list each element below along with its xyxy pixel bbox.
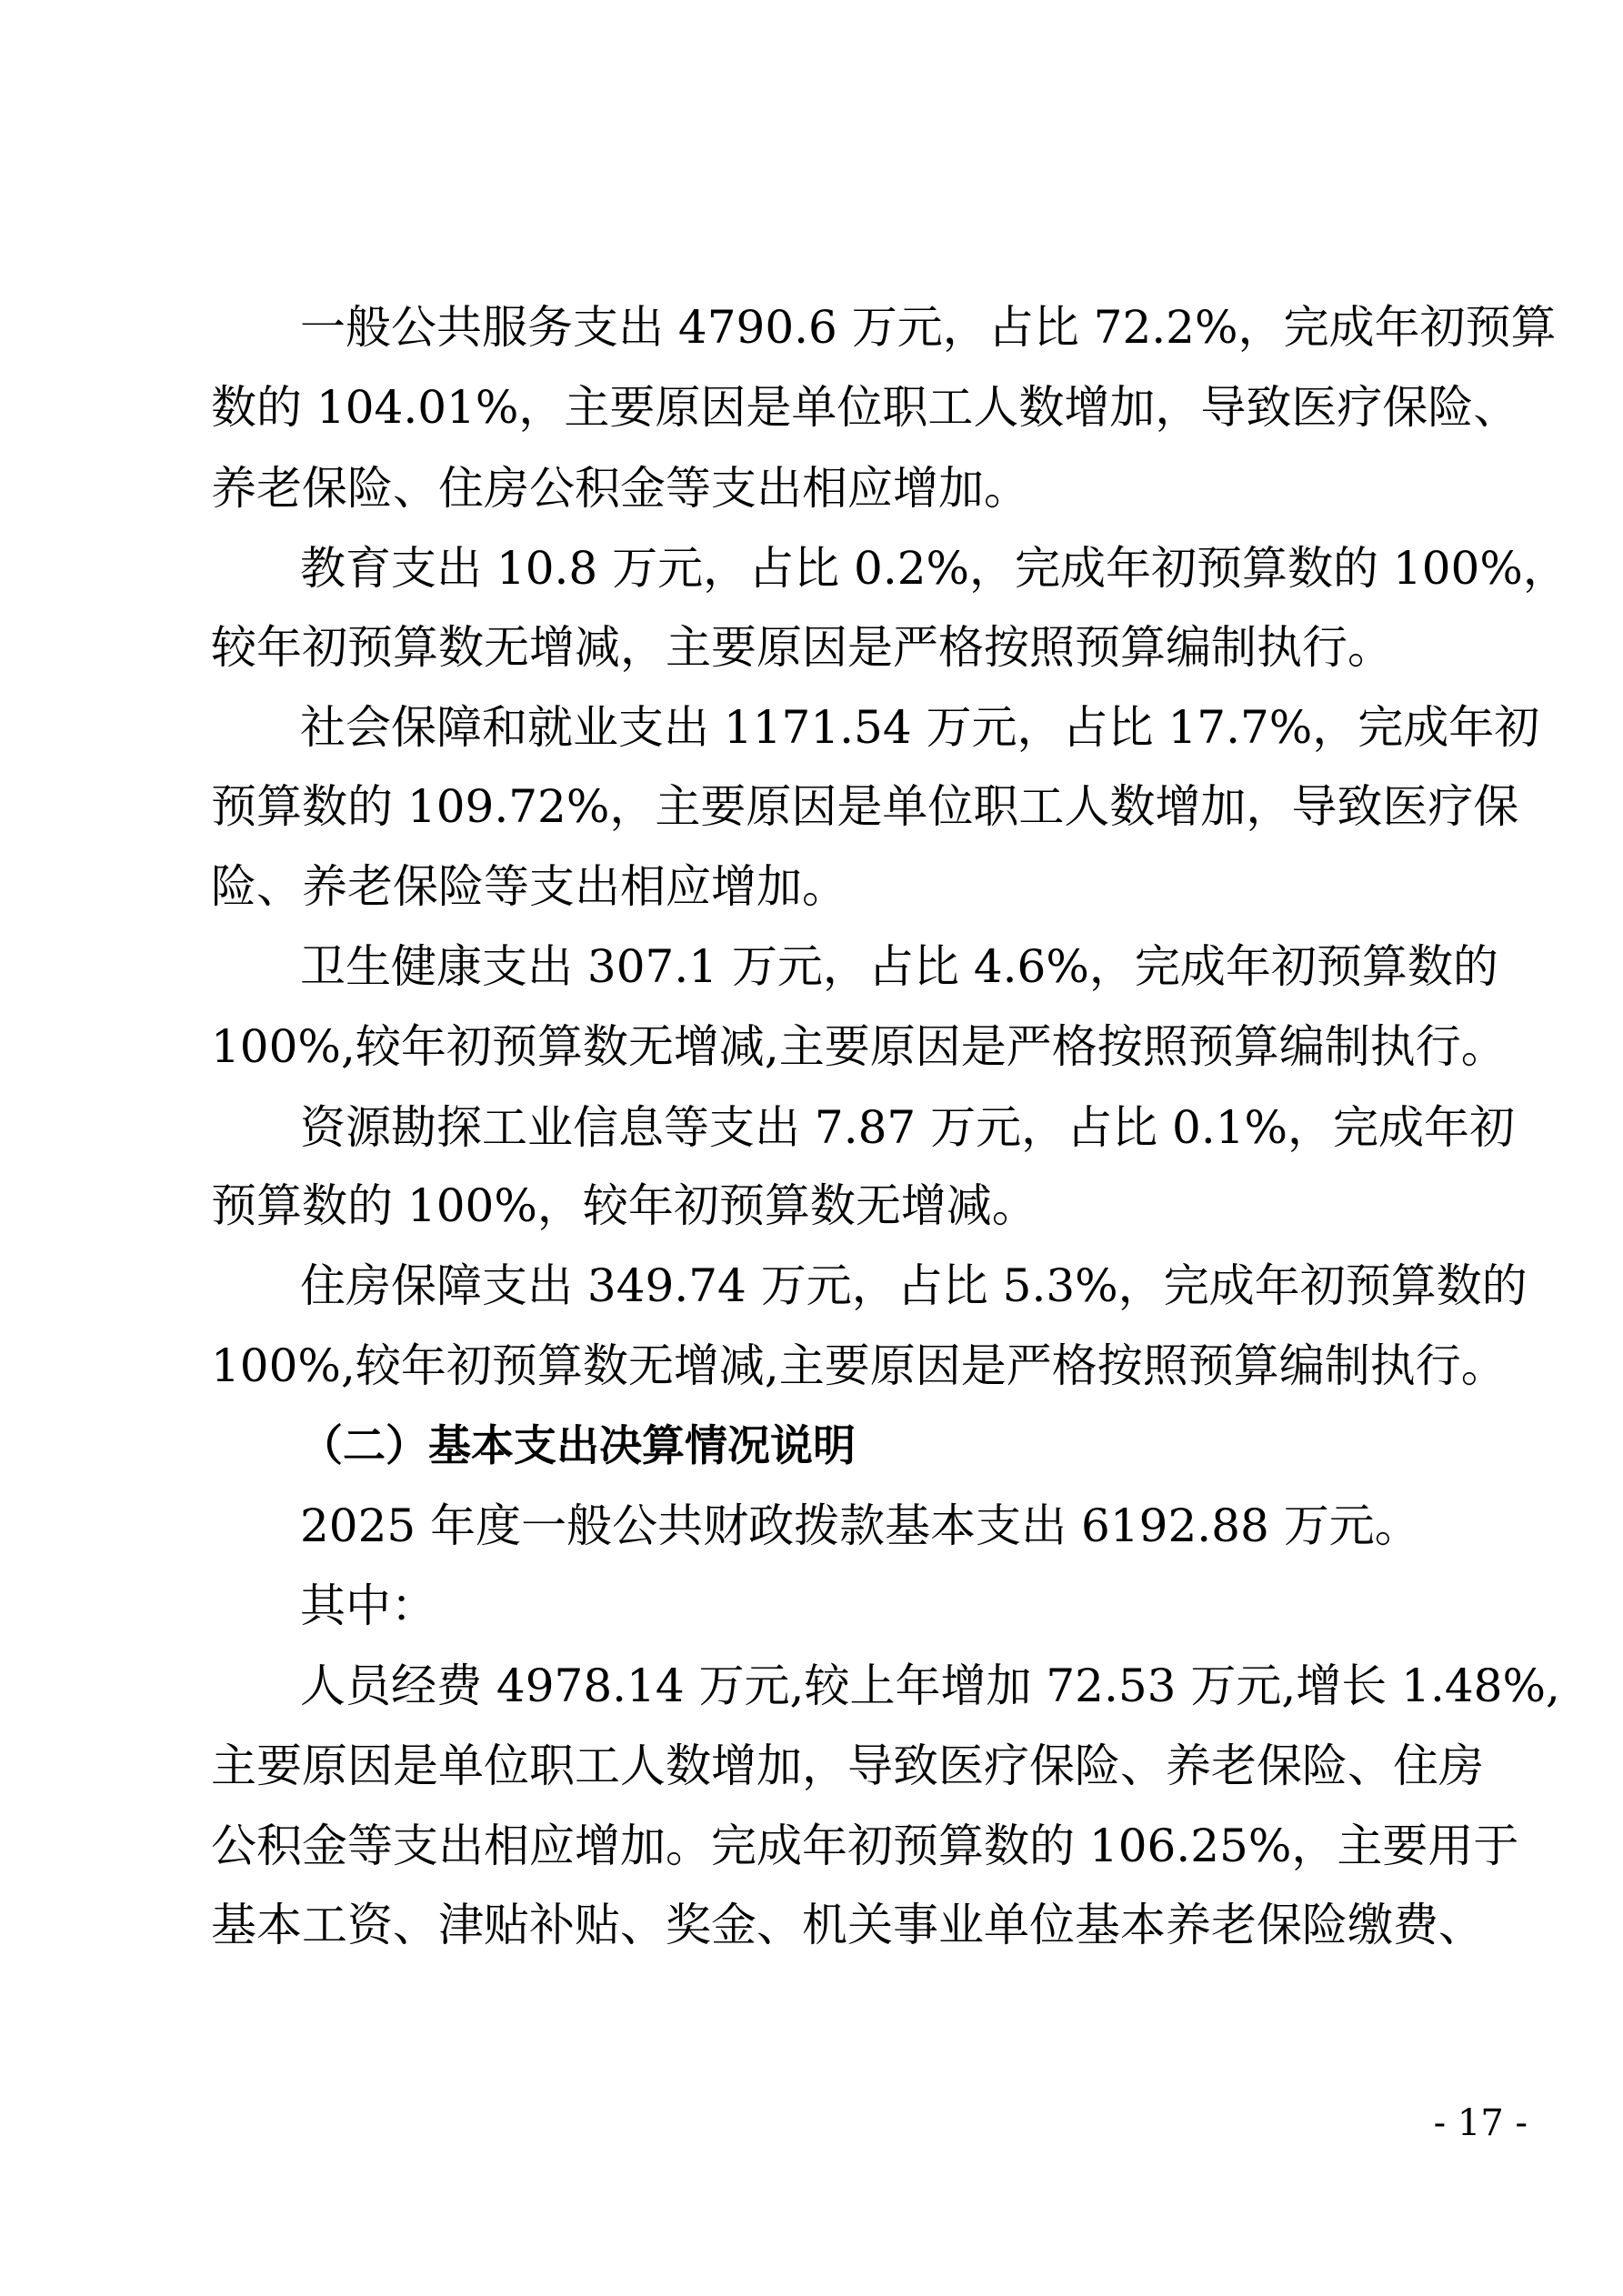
text-line-7: 预算数的 109.72%，主要原因是单位职工人数增加，导致医疗保 [211, 780, 1519, 833]
text-line-17: 其中： [300, 1579, 436, 1632]
section-heading: （二）基本支出决算情况说明 [300, 1421, 856, 1471]
text-line-3: 养老保险、住房公积金等支出相应增加。 [211, 462, 1029, 515]
text-line-8: 险、养老保险等支出相应增加。 [211, 860, 847, 913]
text-line-12: 预算数的 100%，较年初预算数无增减。 [211, 1179, 1037, 1232]
text-line-1: 一般公共服务支出 4790.6 万元，占比 72.2%，完成年初预算 [300, 301, 1557, 354]
text-line-13: 住房保障支出 349.74 万元，占比 5.3%，完成年初预算数的 [300, 1259, 1528, 1312]
text-line-19: 主要原因是单位职工人数增加，导致医疗保险、养老保险、住房 [211, 1740, 1484, 1792]
text-line-4: 教育支出 10.8 万元，占比 0.2%，完成年初预算数的 100%， [300, 542, 1568, 595]
text-line-21: 基本工资、津贴补贴、奖金、机关事业单位基本养老保险缴费、 [211, 1899, 1484, 1951]
page-number: - 17 - [1433, 2102, 1528, 2144]
text-line-6: 社会保障和就业支出 1171.54 万元，占比 17.7%，完成年初 [300, 701, 1540, 754]
text-line-5: 较年初预算数无增减，主要原因是严格按照预算编制执行。 [211, 621, 1393, 674]
text-line-16: 2025 年度一般公共财政拨款基本支出 6192.88 万元。 [300, 1499, 1420, 1552]
text-line-18: 人员经费 4978.14 万元,较上年增加 72.53 万元,增长 1.48%, [300, 1659, 1560, 1712]
text-line-20: 公积金等支出相应增加。完成年初预算数的 106.25%，主要用于 [211, 1820, 1519, 1872]
text-line-11: 资源勘探工业信息等支出 7.87 万元，占比 0.1%，完成年初 [300, 1101, 1516, 1154]
text-line-10: 100%,较年初预算数无增减,主要原因是严格按照预算编制执行。 [211, 1020, 1507, 1073]
text-line-2: 数的 104.01%，主要原因是单位职工人数增加，导致医疗保险、 [211, 381, 1519, 434]
text-line-14: 100%,较年初预算数无增减,主要原因是严格按照预算编制执行。 [211, 1339, 1507, 1392]
text-line-9: 卫生健康支出 307.1 万元，占比 4.6%，完成年初预算数的 [300, 940, 1498, 993]
